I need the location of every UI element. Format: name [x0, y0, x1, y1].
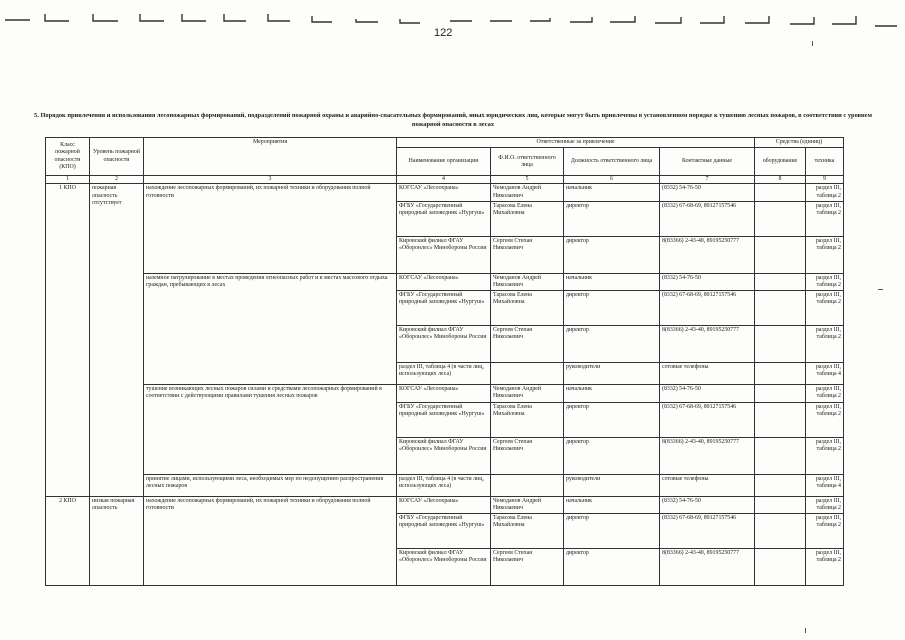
scan-mark	[805, 628, 806, 633]
organization-cell: ФГБУ «Государственный природный заповедник «Нургуш»	[397, 402, 491, 437]
measure-cell: принятие лицами, использующими леса, необходимых мер по недопущению распространения лесных пожаров	[144, 474, 397, 496]
responsible-name-cell: Сергеев Степан Николаевич	[491, 326, 564, 363]
position-cell: директор	[564, 236, 660, 273]
organization-cell: КОГСАУ «Лесоохрана»	[397, 496, 491, 513]
contacts-cell: (8332) 54-76-50	[660, 496, 755, 513]
measure-cell: нахождение лесопожарных формирований, их пожарной техники и оборудования полной готовности	[144, 184, 397, 273]
equipment-cell	[755, 184, 806, 201]
technics-cell: раздел III, таблица 2	[806, 184, 844, 201]
organization-cell: Кировский филиал ФГАУ «Оборонлес» Минобороны России	[397, 549, 491, 586]
measure-cell: тушение возникающих лесных пожаров силами и средствами лесопожарных формирований в соответствии с действующими правилами тушения лесных пожаров	[144, 385, 397, 474]
scan-mark	[812, 41, 813, 46]
technics-cell: раздел III, таблица 2	[806, 496, 844, 513]
organization-cell: КОГСАУ «Лесоохрана»	[397, 273, 491, 290]
technics-cell: раздел III, таблица 2	[806, 402, 844, 437]
technics-cell: раздел III, таблица 2	[806, 236, 844, 273]
technics-cell: раздел III, таблица 2	[806, 273, 844, 290]
responsible-name-cell: Чемоданов Андрей Николаевич	[491, 184, 564, 201]
responsible-name-cell: Чемоданов Андрей Николаевич	[491, 385, 564, 402]
equipment-cell	[755, 402, 806, 437]
kpo-class-cell: 2 КПО	[46, 496, 90, 585]
responsible-name-cell: Чемоданов Андрей Николаевич	[491, 496, 564, 513]
column-number-cell: 1	[46, 176, 90, 184]
organization-cell: ФГБУ «Государственный природный заповедник «Нургуш»	[397, 291, 491, 326]
header-measures: Мероприятия	[144, 138, 397, 176]
header-org: Наименование организации	[397, 148, 491, 176]
equipment-cell	[755, 437, 806, 474]
header-responsible: Ответственные за привлечение	[397, 138, 755, 148]
header-fio: Ф.И.О. ответственного лица	[491, 148, 564, 176]
column-number-row	[46, 176, 844, 184]
responsible-name-cell	[491, 363, 564, 385]
position-cell: директор	[564, 549, 660, 586]
header-position: Должность ответственного лица	[564, 148, 660, 176]
table-row	[46, 184, 844, 201]
technics-cell: раздел III, таблица 2	[806, 291, 844, 326]
technics-cell: раздел III, таблица 2	[806, 385, 844, 402]
position-cell: директор	[564, 201, 660, 236]
section-title: 5. Порядок привлечения и использования лесопожарных формирований, подразделений пожарной охраны и аварийно-спасательных формирований, иных юридических лиц, которые могут быть привлечены в установленном порядке к тушению лесных пожаров, в соответствии с уровнем пожарной опасности в лесах	[34, 112, 872, 128]
contacts-cell: 8(83366) 2-43-40, 89195250777	[660, 236, 755, 273]
equipment-cell	[755, 496, 806, 513]
organization-cell: КОГСАУ «Лесоохрана»	[397, 184, 491, 201]
technics-cell: раздел III, таблица 4	[806, 474, 844, 496]
equipment-cell	[755, 291, 806, 326]
responsible-name-cell: Сергеев Степан Николаевич	[491, 437, 564, 474]
equipment-cell	[755, 549, 806, 586]
responsible-name-cell: Тарасова Елена Михайловна	[491, 201, 564, 236]
position-cell: начальник	[564, 273, 660, 290]
header-equipment: оборудование	[755, 148, 806, 176]
page-number: 122	[434, 27, 453, 39]
organization-cell: Кировский филиал ФГАУ «Оборонлес» Минобороны России	[397, 437, 491, 474]
responsible-name-cell: Тарасова Елена Михайловна	[491, 291, 564, 326]
column-number-cell: 6	[564, 176, 660, 184]
responsible-name-cell: Сергеев Степан Николаевич	[491, 236, 564, 273]
contacts-cell: (8332) 67-68-69, 89127157546	[660, 291, 755, 326]
contacts-cell: (8332) 54-76-50	[660, 184, 755, 201]
fire-resources-table	[45, 137, 844, 586]
column-number-cell: 7	[660, 176, 755, 184]
measure-cell: наземное патрулирование в местах проведения огнеопасных работ и в местах массового отдыха граждан, пребывающих в лесах	[144, 273, 397, 384]
column-number-cell: 4	[397, 176, 491, 184]
column-number-cell: 9	[806, 176, 844, 184]
binder-marks	[0, 0, 905, 40]
kpo-class-cell: 1 КПО	[46, 184, 90, 496]
header-class: Класс пожарной опасности (КПО)	[46, 138, 90, 176]
contacts-cell: (8332) 67-68-69, 89127157546	[660, 201, 755, 236]
technics-cell: раздел III, таблица 4	[806, 363, 844, 385]
fire-level-cell: пожарная опасность отсутствует	[90, 184, 144, 496]
position-cell: директор	[564, 437, 660, 474]
organization-cell: раздел III, таблица 4 (в части лиц, использующих леса)	[397, 474, 491, 496]
position-cell: начальник	[564, 496, 660, 513]
header-technics: техника	[806, 148, 844, 176]
contacts-cell: (8332) 54-76-50	[660, 273, 755, 290]
equipment-cell	[755, 326, 806, 363]
position-cell: руководители	[564, 363, 660, 385]
position-cell: директор	[564, 326, 660, 363]
equipment-cell	[755, 201, 806, 236]
contacts-cell: 8(83366) 2-43-40, 89195250777	[660, 326, 755, 363]
position-cell: директор	[564, 514, 660, 549]
column-number-cell: 2	[90, 176, 144, 184]
equipment-cell	[755, 474, 806, 496]
technics-cell: раздел III, таблица 2	[806, 437, 844, 474]
responsible-name-cell: Сергеев Степан Николаевич	[491, 549, 564, 586]
contacts-cell: сотовые телефоны	[660, 474, 755, 496]
responsible-name-cell: Чемоданов Андрей Николаевич	[491, 273, 564, 290]
position-cell: начальник	[564, 184, 660, 201]
contacts-cell: 8(83366) 2-43-40, 89195250777	[660, 549, 755, 586]
fire-level-cell: низкая пожарная опасность	[90, 496, 144, 585]
equipment-cell	[755, 273, 806, 290]
contacts-cell: сотовые телефоны	[660, 363, 755, 385]
responsible-name-cell: Тарасова Елена Михайловна	[491, 514, 564, 549]
header-level: Уровень пожарной опасности	[90, 138, 144, 176]
technics-cell: раздел III, таблица 2	[806, 201, 844, 236]
table-row	[46, 474, 844, 496]
organization-cell: ФГБУ «Государственный природный заповедник «Нургуш»	[397, 514, 491, 549]
column-number-cell: 8	[755, 176, 806, 184]
header-means: Средства (единиц)	[755, 138, 844, 148]
responsible-name-cell	[491, 474, 564, 496]
contacts-cell: (8332) 67-68-69, 89127157546	[660, 402, 755, 437]
table-row	[46, 273, 844, 290]
measure-cell: нахождение лесопожарных формирований, их пожарной техники и оборудования полной готовности	[144, 496, 397, 585]
equipment-cell	[755, 514, 806, 549]
scan-mark	[878, 289, 883, 290]
technics-cell: раздел III, таблица 2	[806, 549, 844, 586]
equipment-cell	[755, 363, 806, 385]
table-row	[46, 385, 844, 402]
contacts-cell: (8332) 54-76-50	[660, 385, 755, 402]
responsible-name-cell: Тарасова Елена Михайловна	[491, 402, 564, 437]
organization-cell: КОГСАУ «Лесоохрана»	[397, 385, 491, 402]
equipment-cell	[755, 236, 806, 273]
equipment-cell	[755, 385, 806, 402]
organization-cell: Кировский филиал ФГАУ «Оборонлес» Минобороны России	[397, 236, 491, 273]
position-cell: руководители	[564, 474, 660, 496]
position-cell: начальник	[564, 385, 660, 402]
contacts-cell: 8(83366) 2-43-40, 89195250777	[660, 437, 755, 474]
column-number-cell: 3	[144, 176, 397, 184]
organization-cell: раздел III, таблица 4 (в части лиц, использующих леса)	[397, 363, 491, 385]
position-cell: директор	[564, 291, 660, 326]
organization-cell: Кировский филиал ФГАУ «Оборонлес» Минобороны России	[397, 326, 491, 363]
header-contacts: Контактные данные	[660, 148, 755, 176]
table-row	[46, 496, 844, 513]
technics-cell: раздел III, таблица 2	[806, 326, 844, 363]
table-body	[46, 184, 844, 586]
contacts-cell: (8332) 67-68-69, 89127157546	[660, 514, 755, 549]
column-number-cell: 5	[491, 176, 564, 184]
organization-cell: ФГБУ «Государственный природный заповедник «Нургуш»	[397, 201, 491, 236]
position-cell: директор	[564, 402, 660, 437]
technics-cell: раздел III, таблица 2	[806, 514, 844, 549]
